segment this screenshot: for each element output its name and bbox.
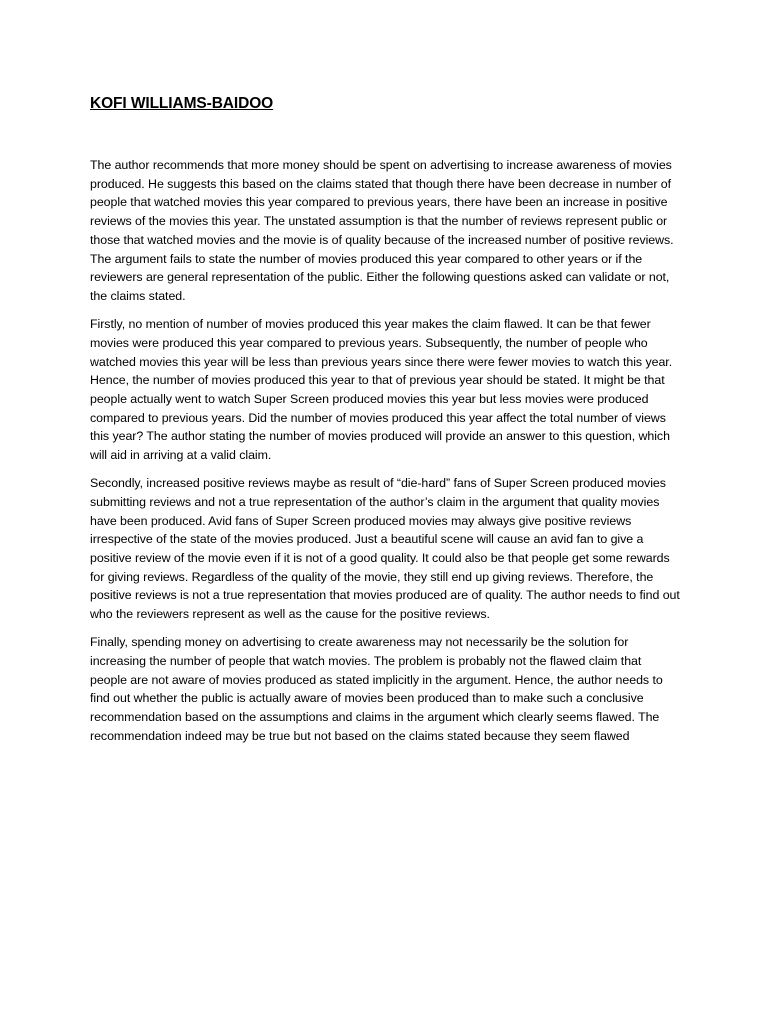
paragraph-first-point: Firstly, no mention of number of movies produced this year makes the claim flawed. It can be that fewer movies were produced this year compared to previous years. Subsequently, the number of people who watched movies this year will be less than previous years since there were fewer movies to watch this year. Hence, the number of movies produced this year to that of previous year should be stated. It might be that people actually went to watch Super Screen produced movies this year but less movies were produced compared to previous years. Did the number of movies produced this year affect the total number of views this year? The author stating the number of movies produced will provide an answer to this question, which will aid in arriving at a valid claim.	[90, 317, 673, 463]
author-name-heading: KOFI WILLIAMS-BAIDOO	[90, 95, 274, 112]
document-body	[90, 92, 680, 746]
paragraph-introduction: The author recommends that more money should be spent on advertising to increase awareness of movies produced. He suggests this based on the claims stated that though there have been decrease in number of people that watched movies this year compared to previous years, there have been an increase in positive reviews of the movies this year. The unstated assumption is that the number of reviews represent public or those that watched movies and the movie is of quality because of the increased number of positive reviews. The argument fails to state the number of movies produced this year compared to other years or if the reviewers are general representation of the public. Either the following questions asked can validate or not, the claims stated.	[90, 158, 674, 303]
paragraph-second-point: Secondly, increased positive reviews maybe as result of “die-hard” fans of Super Screen produced movies submitting reviews and not a true representation of the author’s claim in the argument that quality movies have been produced. Avid fans of Super Screen produced movies may always give positive reviews irrespective of the state of the movies produced. Just a beautiful scene will cause an avid fan to give a positive review of the movie even if it is not of a good quality. It could also be that people get some rewards for giving reviews. Regardless of the quality of the movie, they still end up giving reviews. Therefore, the positive reviews is not a true representation that movies produced are of quality. The author needs to find out who the reviewers represent as well as the cause for the positive reviews.	[90, 476, 680, 622]
paragraph-conclusion: Finally, spending money on advertising to create awareness may not necessarily be the solution for increasing the number of people that watch movies. The problem is probably not the flawed claim that people are not aware of movies produced as stated implicitly in the argument. Hence, the author needs to find out whether the public is actually aware of movies been produced than to make such a conclusive recommendation based on the assumptions and claims in the argument which clearly seems flawed. The recommendation indeed may be true but not based on the claims stated because they seem flawed	[90, 635, 663, 743]
